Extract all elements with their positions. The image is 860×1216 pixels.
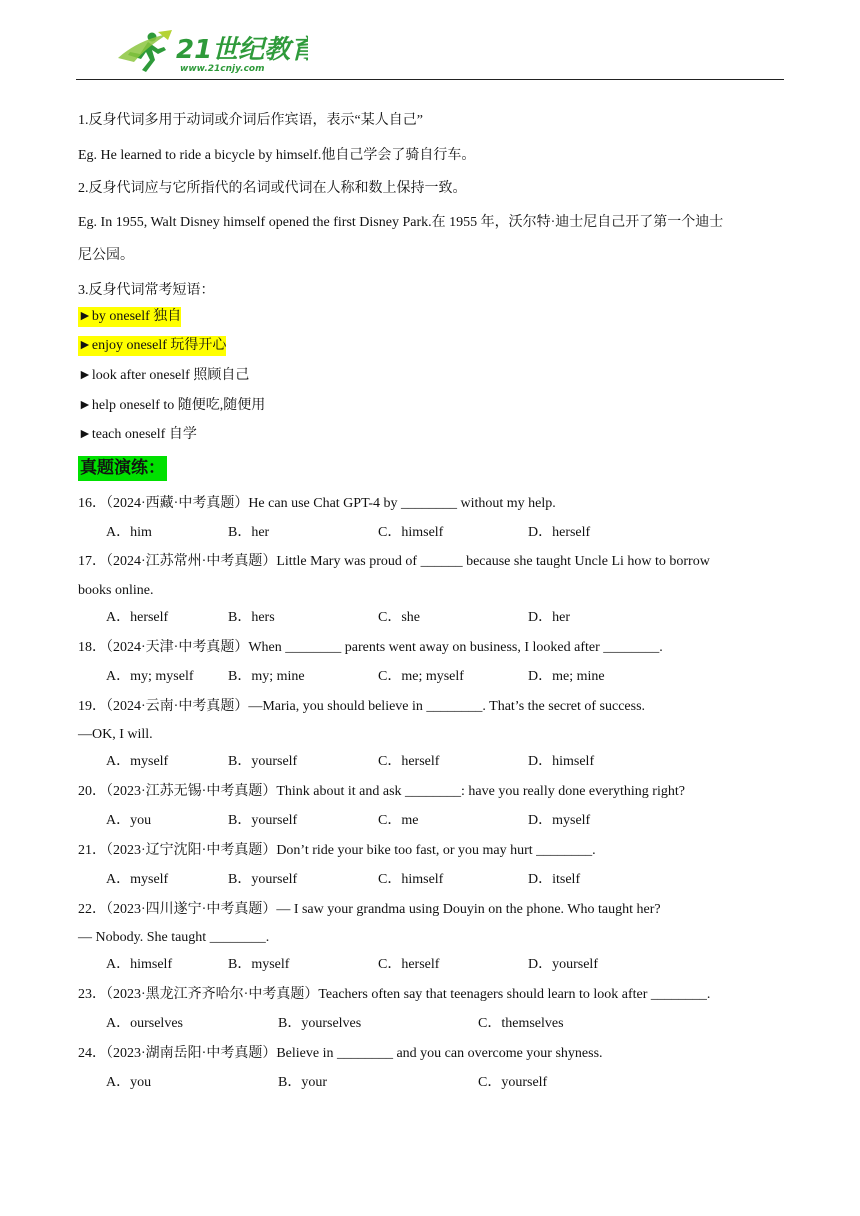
- note-line: 1.反身代词多用于动词或介词后作宾语，表示“某人自己”: [78, 113, 423, 128]
- option-d: D．yourself: [528, 957, 598, 972]
- option-d: D．her: [528, 610, 570, 625]
- page-header: [76, 28, 784, 80]
- logo-text: 21世纪教育: [176, 35, 308, 65]
- phrase-item: ►enjoy oneself 玩得开心: [78, 336, 226, 356]
- option-a: A．you: [106, 813, 152, 828]
- option-b: B．hers: [228, 610, 275, 625]
- option-b: B．her: [228, 525, 270, 540]
- question-stem: 23．（2023·黑龙江齐齐哈尔·中考真题）Teachers often say that teenagers should learn to look after ________.: [78, 987, 711, 1002]
- question-stem: 16．（2024·西藏·中考真题）He can use Chat GPT-4 by ________ without my help.: [78, 496, 556, 511]
- note-line: 尼公园。: [78, 248, 134, 263]
- option-b: B．my; mine: [228, 669, 305, 684]
- note-line: Eg. He learned to ride a bicycle by himself.他自己学会了骑自行车。: [78, 148, 476, 163]
- question-stem: 19．（2024·云南·中考真题）—Maria, you should believe in ________. That’s the secret of success.: [78, 699, 646, 714]
- option-a: A．you: [106, 1075, 152, 1090]
- note-line: Eg. In 1955, Walt Disney himself opened the first Disney Park.在 1955 年，沃尔特·迪士尼自己开了第一个迪士: [78, 215, 724, 230]
- option-a: A．myself: [106, 872, 169, 887]
- logo-url: www.21cnjy.com: [180, 64, 265, 74]
- option-c: C．himself: [378, 872, 444, 887]
- option-b: B．yourself: [228, 813, 298, 828]
- option-d: D．itself: [528, 872, 581, 887]
- option-d: D．myself: [528, 813, 591, 828]
- option-a: A．ourselves: [106, 1016, 183, 1031]
- option-b: B．myself: [228, 957, 290, 972]
- option-b: B．yourself: [228, 754, 298, 769]
- phrase-item: ►help oneself to 随便吃,随便用: [78, 398, 266, 413]
- option-b: B．yourselves: [278, 1016, 362, 1031]
- option-c: C．she: [378, 610, 420, 625]
- option-c: C．me; myself: [378, 669, 464, 684]
- option-c: C．yourself: [478, 1075, 548, 1090]
- option-b: B．yourself: [228, 872, 298, 887]
- option-d: D．herself: [528, 525, 591, 540]
- header-divider: [76, 79, 784, 80]
- phrase-item: ►by oneself 独自: [78, 307, 181, 327]
- question-stem-cont: —OK, I will.: [78, 727, 153, 742]
- option-a: A．myself: [106, 754, 169, 769]
- option-c: C．me: [378, 813, 419, 828]
- question-stem: 22．（2023·四川遂宁·中考真题）— I saw your grandma using Douyin on the phone. Who taught her?: [78, 902, 661, 917]
- note-line: 3.反身代词常考短语：: [78, 283, 215, 298]
- question-stem-cont: — Nobody. She taught ________.: [78, 930, 270, 945]
- phrase-item: ►look after oneself 照顾自己: [78, 368, 250, 383]
- option-a: A．my; myself: [106, 669, 194, 684]
- runner-logo-icon: [108, 28, 308, 74]
- question-stem: 21．（2023·辽宁沈阳·中考真题）Don’t ride your bike too fast, or you may hurt ________.: [78, 843, 596, 858]
- logo: [108, 28, 308, 74]
- option-d: D．me; mine: [528, 669, 605, 684]
- question-stem: 24．（2023·湖南岳阳·中考真题）Believe in ________ and you can overcome your shyness.: [78, 1046, 603, 1061]
- option-d: D．himself: [528, 754, 595, 769]
- option-a: A．herself: [106, 610, 169, 625]
- note-line: 2.反身代词应与它所指代的名词或代词在人称和数上保持一致。: [78, 181, 467, 196]
- option-a: A．him: [106, 525, 152, 540]
- question-stem: 18．（2024·天津·中考真题）When ________ parents went away on business, I looked after ________.: [78, 640, 663, 655]
- section-heading: 真题演练：: [78, 456, 167, 481]
- option-b: B．your: [278, 1075, 327, 1090]
- question-stem-cont: books online.: [78, 583, 154, 598]
- phrase-item: ►teach oneself 自学: [78, 427, 197, 442]
- question-stem: 17．（2024·江苏常州·中考真题）Little Mary was proud of ______ because she taught Uncle Li how to borrow: [78, 554, 710, 569]
- option-c: C．themselves: [478, 1016, 564, 1031]
- option-a: A．himself: [106, 957, 173, 972]
- option-c: C．himself: [378, 525, 444, 540]
- option-c: C．herself: [378, 754, 440, 769]
- option-c: C．herself: [378, 957, 440, 972]
- question-stem: 20．（2023·江苏无锡·中考真题）Think about it and ask ________: have you really done everything right?: [78, 784, 685, 799]
